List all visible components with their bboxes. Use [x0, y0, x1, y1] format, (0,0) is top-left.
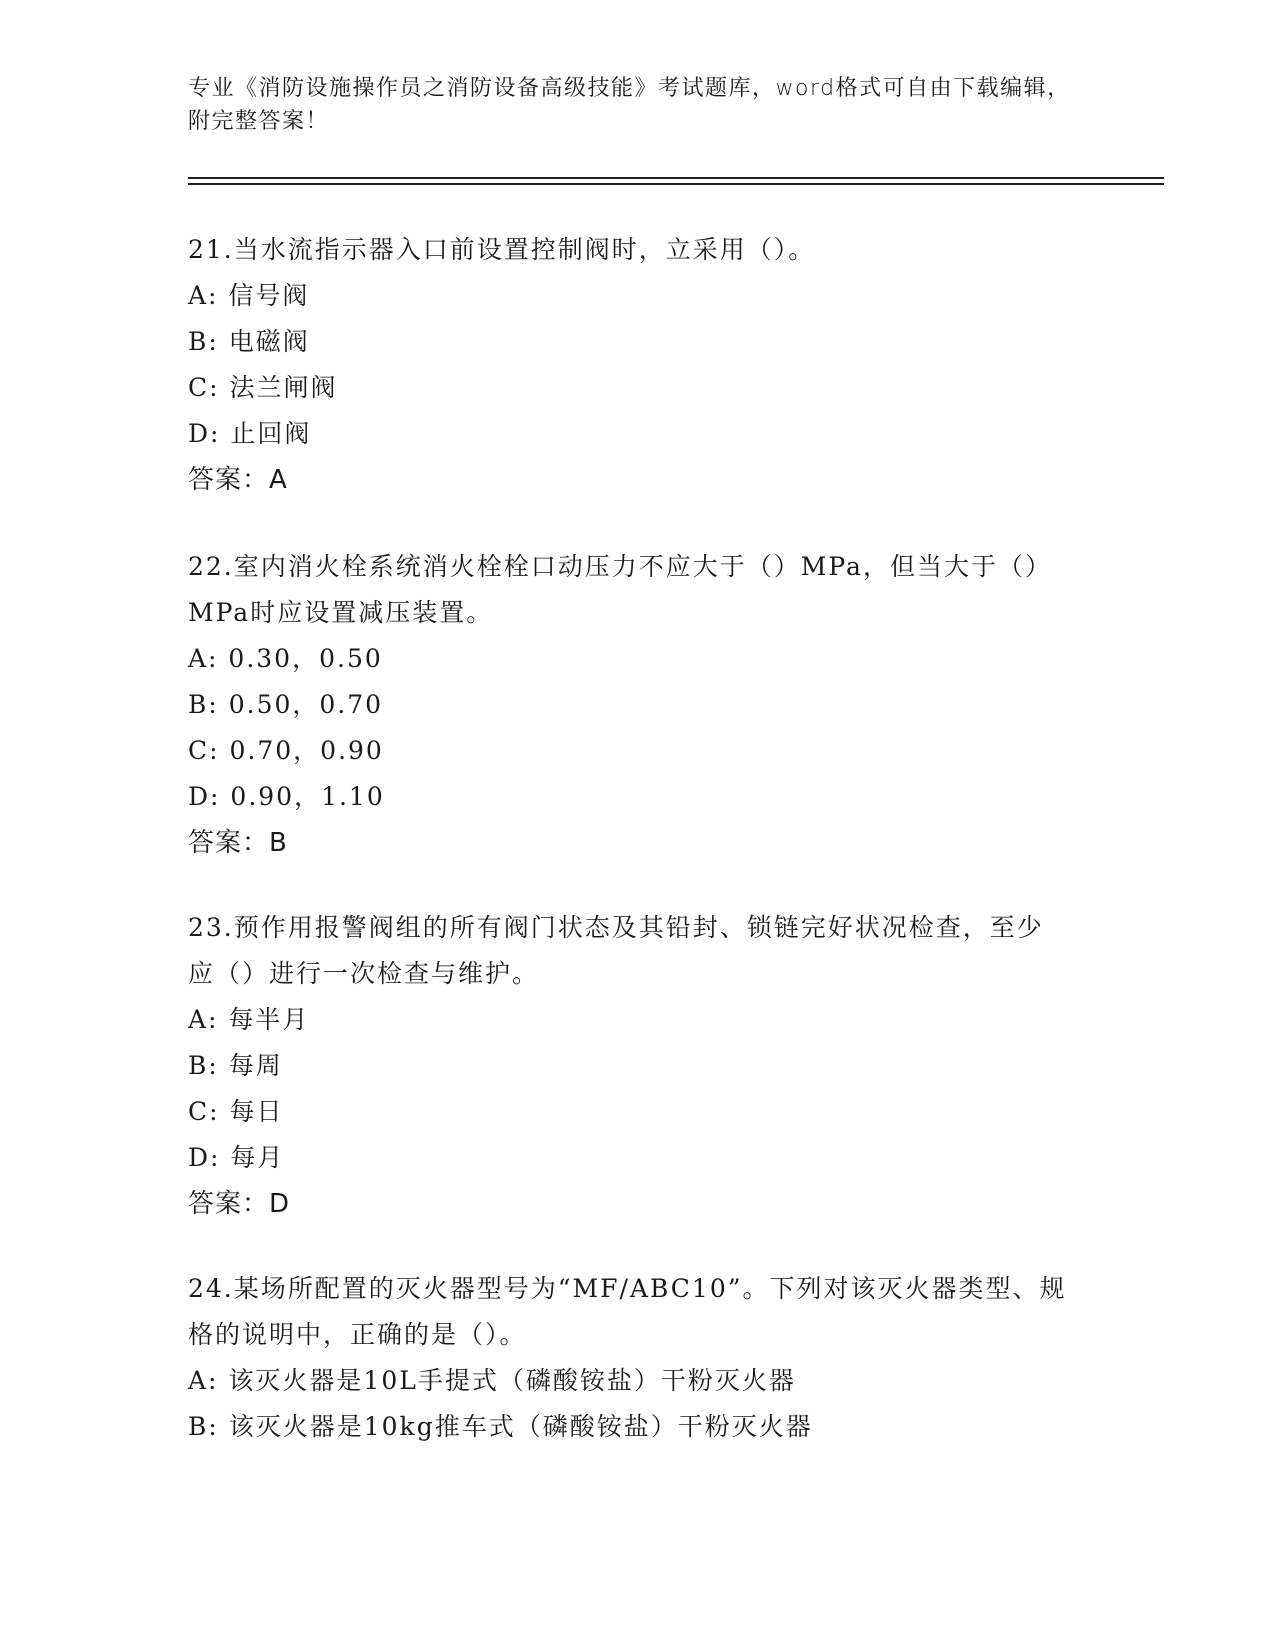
option-b: B: 电磁阀	[188, 327, 310, 356]
question-21	[188, 227, 1088, 503]
question-stem: 24.某场所配置的灭火器型号为“MF/ABC10”。下列对该灭火器类型、规格的说明中，正确的是（）。	[188, 1274, 1067, 1349]
question-24	[188, 1266, 1068, 1450]
option-c: C: 法兰闸阀	[188, 373, 338, 402]
option-a: A: 该灭火器是10L手提式（磷酸铵盐）干粉灭火器	[188, 1366, 796, 1395]
option-a: A: 每半月	[188, 1005, 310, 1034]
question-23	[188, 905, 1068, 1227]
option-c: C: 每日	[188, 1097, 284, 1126]
header-divider-bottom	[188, 183, 1164, 185]
option-c: C: 0.70，0.90	[188, 736, 384, 765]
option-b: B: 该灭火器是10kg推车式（磷酸铵盐）干粉灭火器	[188, 1412, 813, 1441]
answer: 答案：B	[188, 828, 288, 858]
question-22	[188, 544, 1048, 866]
header-divider-top	[188, 177, 1164, 179]
option-d: D: 每月	[188, 1143, 285, 1172]
option-a: A: 信号阀	[188, 281, 310, 310]
option-a: A: 0.30，0.50	[188, 644, 383, 673]
option-d: D: 止回阀	[188, 419, 312, 448]
answer: 答案：D	[188, 1189, 291, 1219]
option-d: D: 0.90，1.10	[188, 782, 385, 811]
question-stem: 22.室内消火栓系统消火栓栓口动压力不应大于（）MPa，但当大于（）MPa时应设置减压装置。	[188, 552, 1040, 627]
document-header: 专业《消防设施操作员之消防设备高级技能》考试题库，word格式可自由下载编辑，附完整答案！	[188, 76, 1071, 134]
option-b: B: 0.50，0.70	[188, 690, 384, 719]
question-stem: 21.当水流指示器入口前设置控制阀时，立采用（）。	[188, 235, 816, 264]
answer: 答案：A	[188, 465, 288, 495]
option-b: B: 每周	[188, 1051, 283, 1080]
question-stem: 23.预作用报警阀组的所有阀门状态及其铅封、锁链完好状况检查，至少应（）进行一次检查与维护。	[188, 913, 1044, 988]
